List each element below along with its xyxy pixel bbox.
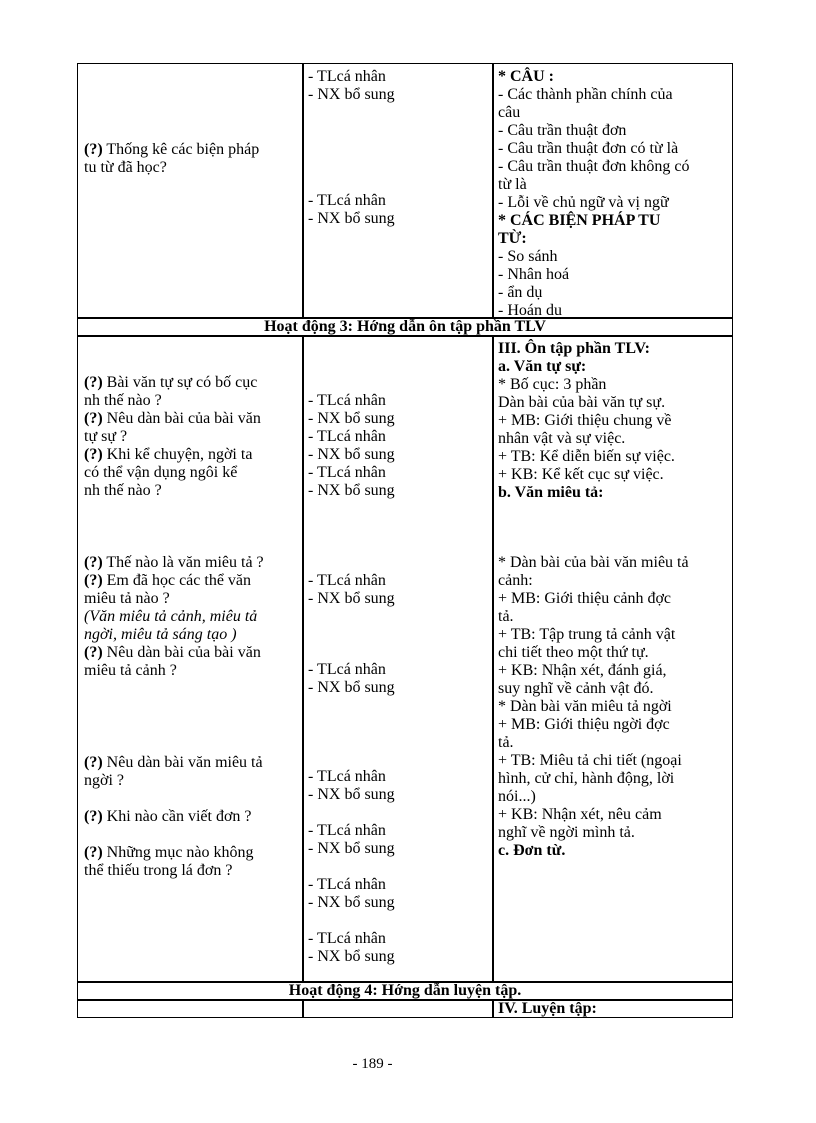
question-line: (?) Nêu dàn bài của bài văn bbox=[84, 410, 261, 427]
sub-heading: a. Văn tự sự: bbox=[498, 358, 587, 375]
row-divider bbox=[77, 999, 733, 1001]
activity-cell bbox=[308, 930, 395, 966]
activity-item: - NX bổ sung bbox=[308, 948, 395, 965]
content-line: + TB: Miêu tả chi tiết (ngoại bbox=[498, 752, 682, 769]
content-line: + KB: Nhận xét, đánh giá, bbox=[498, 662, 667, 679]
question-cell bbox=[84, 554, 264, 680]
question-line: (?) Khi nào cần viết đơn ? bbox=[84, 808, 252, 825]
activity-item: - NX bổ sung bbox=[308, 894, 395, 911]
question-line: miêu tả cảnh ? bbox=[84, 662, 177, 679]
question-cell bbox=[84, 754, 263, 790]
question-line: (?) Em đã học các thể văn bbox=[84, 572, 252, 589]
question-line: (?) Nêu dàn bài của bài văn bbox=[84, 644, 261, 661]
section-heading: IV. Luyện tập: bbox=[498, 1000, 597, 1017]
activity-item: - NX bổ sung bbox=[308, 590, 395, 607]
content-line: - Nhân hoá bbox=[498, 266, 570, 283]
activity-item: - NX bổ sung bbox=[308, 786, 395, 803]
question-line: (?) Nêu dàn bài văn miêu tả bbox=[84, 754, 263, 771]
content-line: Dàn bài của bài văn tự sự. bbox=[498, 394, 666, 411]
question-hint: (Văn miêu tả cảnh, miêu tả bbox=[84, 608, 258, 625]
content-line: - Các thành phần chính của bbox=[498, 86, 673, 103]
activity-cell bbox=[308, 661, 395, 697]
sub-heading: c. Đơn từ. bbox=[498, 842, 566, 859]
content-line: * Dàn bài văn miêu tả ngời bbox=[498, 698, 672, 715]
activity-cell bbox=[308, 822, 395, 858]
activity-item: - NX bổ sung bbox=[308, 679, 395, 696]
activity-item: - TLcá nhân bbox=[308, 192, 386, 209]
activity-item: - NX bổ sung bbox=[308, 410, 395, 427]
content-line: + KB: Kể kết cục sự việc. bbox=[498, 466, 664, 483]
content-line: câu bbox=[498, 104, 521, 121]
question-cell bbox=[84, 374, 261, 500]
content-cell bbox=[498, 554, 689, 860]
content-line: * Bố cục: 3 phần bbox=[498, 376, 607, 393]
content-line: - So sánh bbox=[498, 248, 558, 265]
activity-item: - NX bổ sung bbox=[308, 210, 395, 227]
activity-header: Hoạt động 4: Hớng dẫn luyện tập. bbox=[288, 982, 522, 999]
column-divider-2 bbox=[492, 335, 494, 981]
question-line: nh thế nào ? bbox=[84, 392, 162, 409]
row-divider bbox=[77, 335, 733, 337]
content-line: + MB: Giới thiệu ngời đợc bbox=[498, 716, 670, 733]
question-line: (?) Thế nào là văn miêu tả ? bbox=[84, 554, 264, 571]
content-line: - Câu trần thuật đơn không có bbox=[498, 158, 690, 175]
activity-item: - TLcá nhân bbox=[308, 822, 386, 839]
activity-item: - TLcá nhân bbox=[308, 464, 386, 481]
activity-item: - TLcá nhân bbox=[308, 661, 386, 678]
content-line: nói...) bbox=[498, 788, 536, 805]
content-line: chi tiết theo một thứ tự. bbox=[498, 644, 649, 661]
content-line: từ là bbox=[498, 176, 527, 193]
activity-item: - TLcá nhân bbox=[308, 68, 386, 85]
activity-cell bbox=[308, 192, 395, 228]
activity-item: - NX bổ sung bbox=[308, 840, 395, 857]
activity-header: Hoạt động 3: Hớng dẫn ôn tập phần TLV bbox=[264, 318, 546, 335]
question-line: (?) Những mục nào không bbox=[84, 844, 254, 861]
question-line: tự sự ? bbox=[84, 428, 128, 445]
column-divider-2 bbox=[492, 63, 494, 317]
question-cell bbox=[84, 141, 259, 177]
content-line: - Câu trần thuật đơn bbox=[498, 122, 627, 139]
activity-cell bbox=[308, 876, 395, 912]
activity-cell bbox=[308, 392, 395, 500]
section-heading: * CÁC BIỆN PHÁP TU bbox=[498, 212, 661, 229]
question-line: (?) Thống kê các biện pháp bbox=[84, 141, 260, 158]
activity-item: - NX bổ sung bbox=[308, 446, 395, 463]
column-divider-2 bbox=[492, 999, 494, 1018]
question-line: nh thế nào ? bbox=[84, 482, 162, 499]
content-line: - Câu trần thuật đơn có từ là bbox=[498, 140, 679, 157]
content-cell bbox=[498, 1000, 597, 1018]
content-line: suy nghĩ về cảnh vật đó. bbox=[498, 680, 654, 697]
content-line: + KB: Nhận xét, nêu cảm bbox=[498, 806, 662, 823]
content-line: + MB: Giới thiệu chung về bbox=[498, 412, 672, 429]
activity-cell bbox=[308, 572, 395, 608]
column-divider-1 bbox=[302, 335, 304, 981]
activity-item: - TLcá nhân bbox=[308, 930, 386, 947]
content-line: tả. bbox=[498, 608, 514, 625]
content-line: nghĩ về ngời mình tả. bbox=[498, 824, 635, 841]
page-number: - 189 - bbox=[352, 1056, 393, 1072]
content-line: + TB: Kể diễn biến sự việc. bbox=[498, 448, 675, 465]
content-line: - ẩn dụ bbox=[498, 284, 543, 301]
activity-item: - TLcá nhân bbox=[308, 876, 386, 893]
content-line: + MB: Giới thiệu cảnh đợc bbox=[498, 590, 672, 607]
content-line: hình, cử chỉ, hành động, lời bbox=[498, 770, 675, 787]
content-line: tả. bbox=[498, 734, 514, 751]
column-divider-1 bbox=[302, 63, 304, 317]
question-line: (?) Khi kể chuyện, ngời ta bbox=[84, 446, 253, 463]
content-line: nhân vật và sự việc. bbox=[498, 430, 626, 447]
activity-item: - TLcá nhân bbox=[308, 428, 386, 445]
content-line: - Hoán du bbox=[498, 302, 562, 319]
content-line: - Lỗi về chủ ngữ và vị ngữ bbox=[498, 194, 669, 211]
activity-item: - NX bổ sung bbox=[308, 86, 395, 103]
section-heading: TỪ: bbox=[498, 230, 527, 247]
section-heading: * CÂU : bbox=[498, 68, 554, 85]
activity-cell bbox=[308, 768, 395, 804]
column-divider-1 bbox=[302, 999, 304, 1018]
content-line: * Dàn bài của bài văn miêu tả bbox=[498, 554, 689, 571]
activity-item: - NX bổ sung bbox=[308, 482, 395, 499]
content-cell bbox=[498, 340, 675, 502]
question-line: ngời ? bbox=[84, 772, 125, 789]
content-cell bbox=[498, 68, 690, 320]
activity-item: - TLcá nhân bbox=[308, 768, 386, 785]
content-line: cảnh: bbox=[498, 572, 533, 589]
question-line: có thể vận dụng ngôi kể bbox=[84, 464, 238, 481]
question-cell bbox=[84, 808, 252, 826]
section-heading: III. Ôn tập phần TLV: bbox=[498, 340, 650, 357]
activity-item: - TLcá nhân bbox=[308, 572, 386, 589]
question-line: miêu tả nào ? bbox=[84, 590, 170, 607]
activity-item: - TLcá nhân bbox=[308, 392, 386, 409]
question-line: tu từ đã học? bbox=[84, 159, 167, 176]
question-line: (?) Bài văn tự sự có bố cục bbox=[84, 374, 258, 391]
question-hint: ngời, miêu tả sáng tạo ) bbox=[84, 626, 237, 643]
activity-cell bbox=[308, 68, 395, 104]
content-line: + TB: Tập trung tả cảnh vật bbox=[498, 626, 676, 643]
question-line: thể thiếu trong lá đơn ? bbox=[84, 862, 233, 879]
sub-heading: b. Văn miêu tả: bbox=[498, 484, 604, 501]
question-cell bbox=[84, 844, 254, 880]
